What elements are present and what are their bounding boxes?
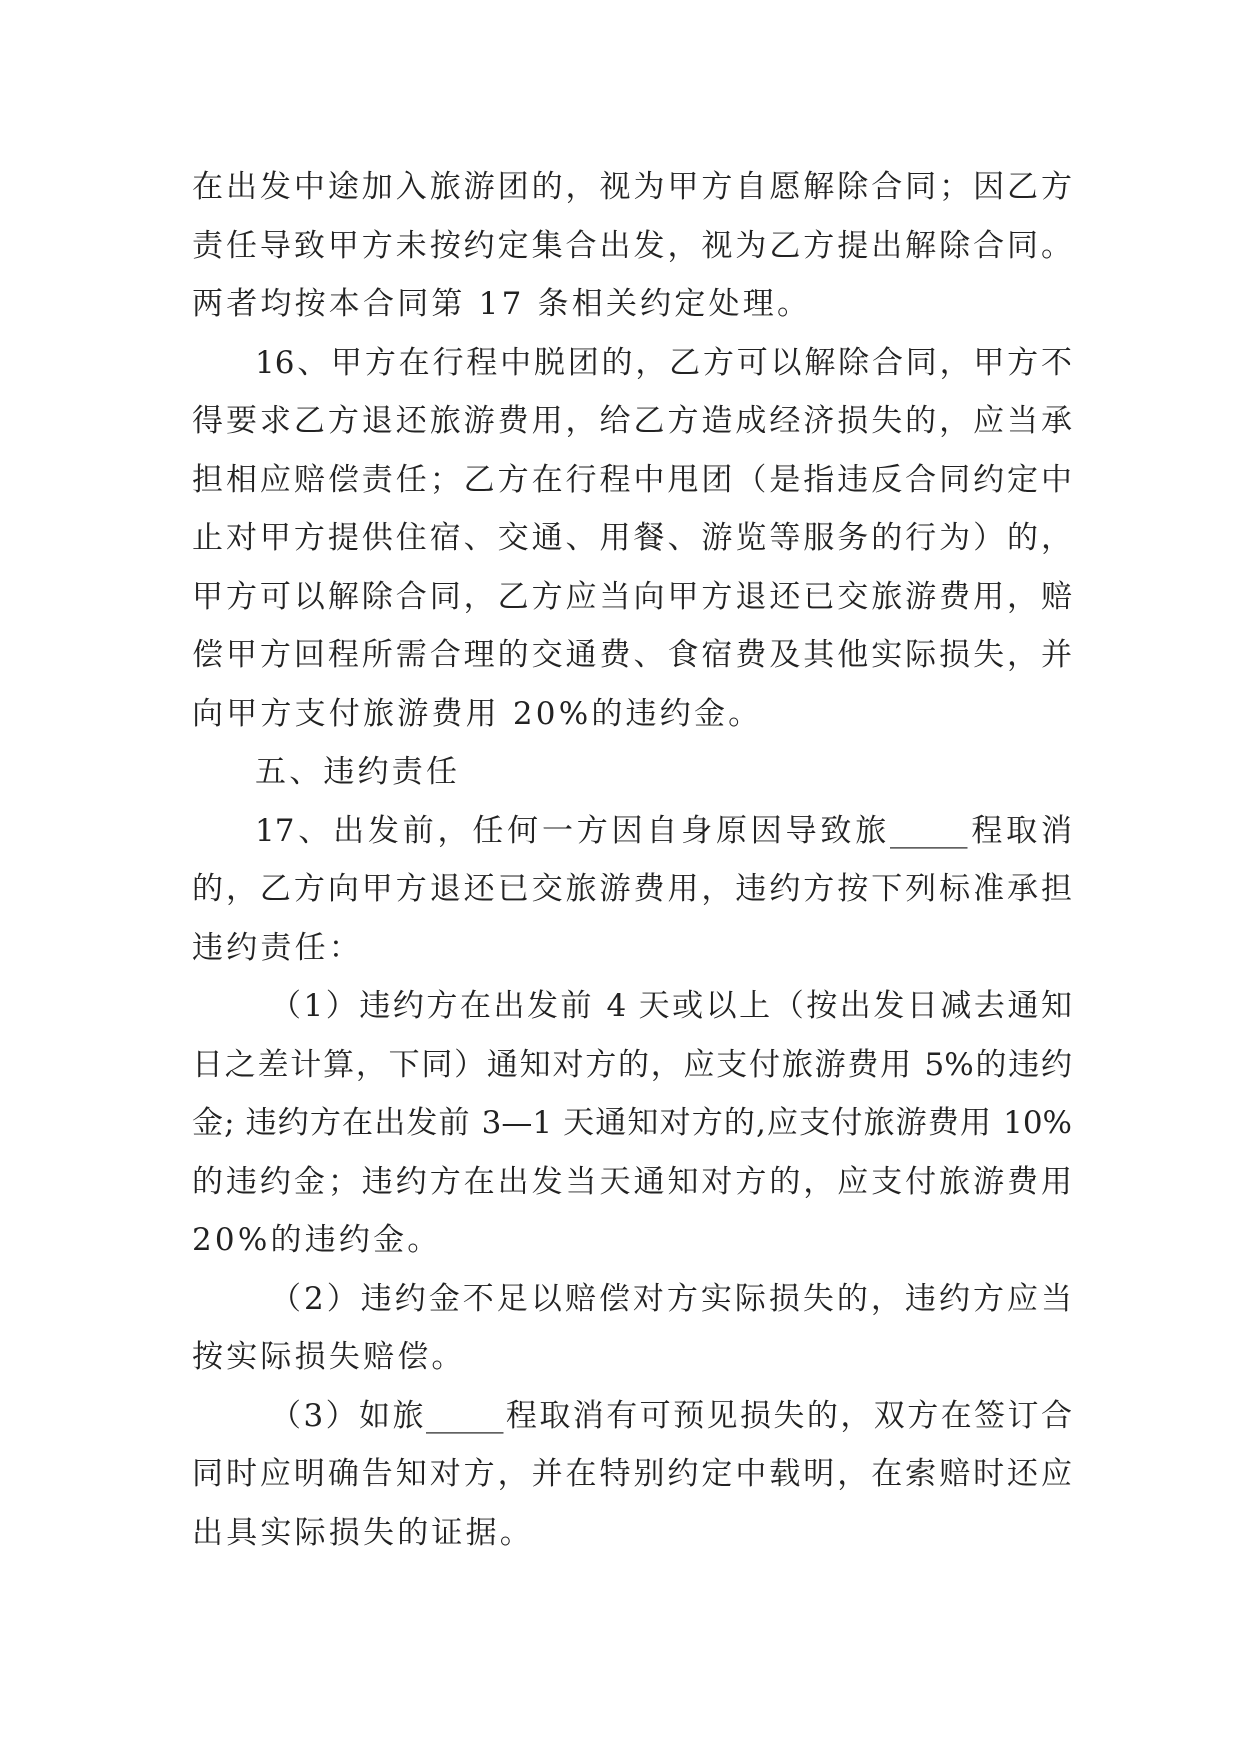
- text-line: （3）如旅_____程取消有可预见损失的，双方在签订合: [270, 1397, 1072, 1434]
- text-line: （2）违约金不足以赔偿对方实际损失的，违约方应当: [270, 1280, 1072, 1317]
- text-line: 担相应赔偿责任；乙方在行程中甩团（是指违反合同约定中: [192, 461, 1072, 498]
- paragraph-continuation: [192, 158, 1072, 334]
- text-line: 17、出发前，任何一方因自身原因导致旅_____程取消: [255, 812, 1072, 849]
- paragraph-clause-17: [192, 802, 1072, 978]
- paragraph-clause-16: [192, 334, 1072, 744]
- text-line: （1）违约方在出发前 4 天或以上（按出发日减去通知: [270, 988, 1072, 1024]
- text-line: 同时应明确告知对方，并在特别约定中载明，在索赔时还应: [192, 1456, 1072, 1492]
- text-line: 16、甲方在行程中脱团的，乙方可以解除合同，甲方不: [255, 344, 1072, 381]
- text-line: 的，乙方向甲方退还已交旅游费用，违约方按下列标准承担: [192, 871, 1072, 907]
- text-line: 止对甲方提供住宿、交通、用餐、游览等服务的行为）的，: [192, 520, 1072, 556]
- text-line: 两者均按本合同第 17 条相关约定处理。: [192, 286, 812, 322]
- text-line: 在出发中途加入旅游团的，视为甲方自愿解除合同；因乙方: [192, 169, 1072, 205]
- paragraph-item-3: [192, 1387, 1072, 1563]
- text-line: 20%的违约金。: [192, 1222, 442, 1258]
- text-line: 偿甲方回程所需合理的交通费、食宿费及其他实际损失，并: [192, 637, 1072, 673]
- text-line: 的违约金；违约方在出发当天通知对方的，应支付旅游费用: [192, 1163, 1072, 1200]
- paragraph-item-2: [192, 1270, 1072, 1387]
- paragraph-item-1: [192, 977, 1072, 1270]
- section-heading: [192, 743, 1072, 802]
- text-line: 向甲方支付旅游费用 20%的违约金。: [192, 695, 763, 732]
- text-line: 甲方可以解除合同，乙方应当向甲方退还已交旅游费用，赔: [192, 578, 1072, 615]
- section-title: 五、违约责任: [255, 754, 461, 790]
- text-line: 违约责任：: [192, 929, 363, 966]
- text-line: 金; 违约方在出发前 3—1 天通知对方的,应支付旅游费用 10%: [192, 1105, 1072, 1141]
- text-line: 得要求乙方退还旅游费用，给乙方造成经济损失的，应当承: [192, 403, 1072, 439]
- text-line: 按实际损失赔偿。: [192, 1339, 466, 1375]
- text-line: 出具实际损失的证据。: [192, 1514, 534, 1551]
- text-line: 责任导致甲方未按约定集合出发，视为乙方提出解除合同。: [192, 227, 1072, 264]
- text-line: 日之差计算，下同）通知对方的，应支付旅游费用 5%的违约: [192, 1046, 1072, 1083]
- contract-text: [192, 158, 1072, 1562]
